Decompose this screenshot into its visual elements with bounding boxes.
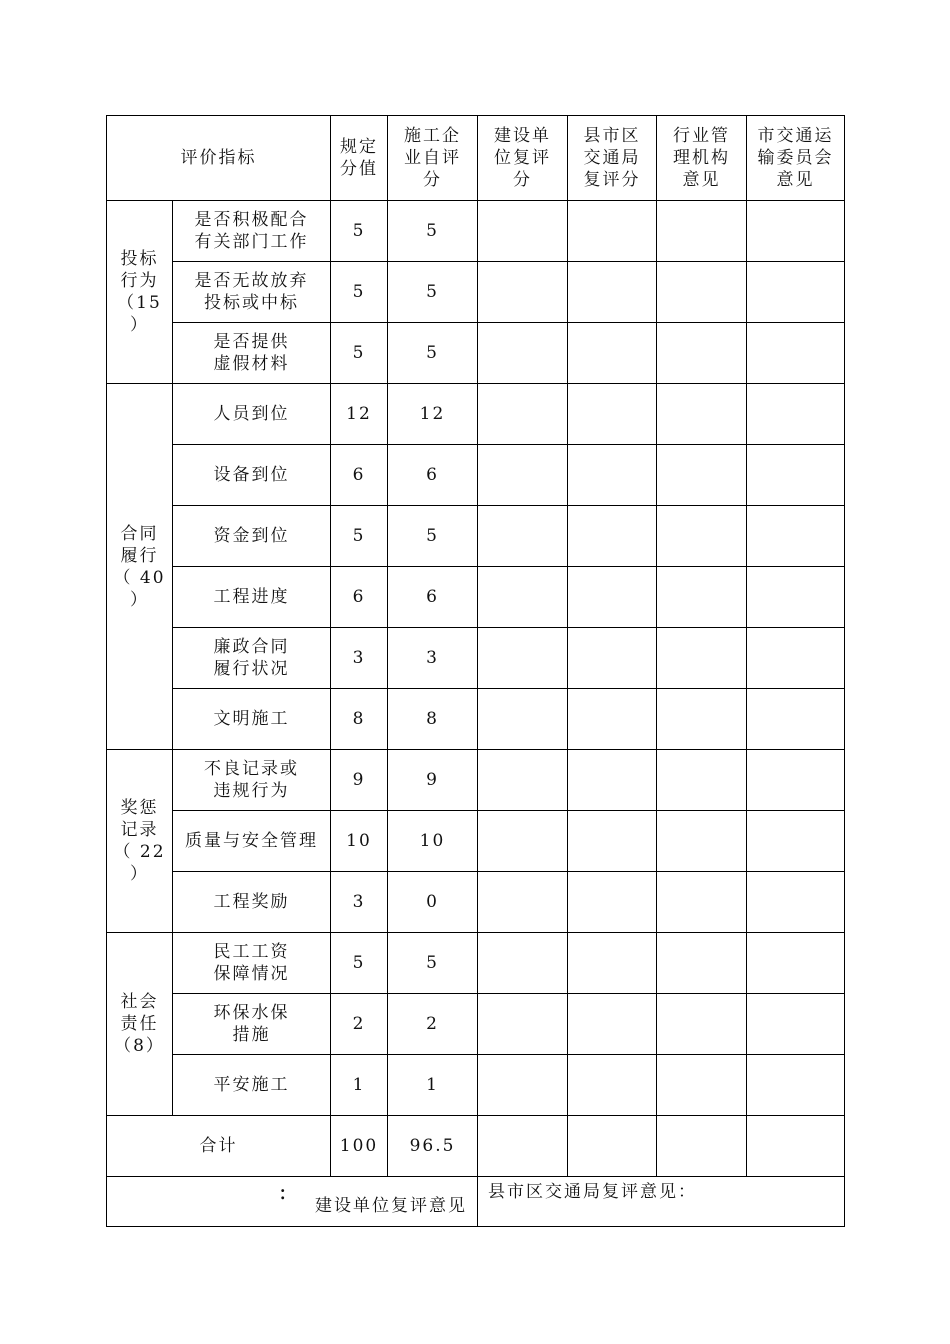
item-standard: 5 (331, 323, 388, 384)
item-standard: 6 (331, 445, 388, 506)
score-cell[interactable] (568, 1116, 657, 1177)
evaluation-table (106, 115, 845, 1227)
score-cell[interactable] (478, 933, 568, 994)
header-standard: 规定 分值 (331, 116, 388, 201)
opinion-cell[interactable] (657, 811, 747, 872)
score-cell[interactable] (568, 262, 657, 323)
score-cell[interactable] (568, 628, 657, 689)
category-cell: 奖惩 记录 （ 22 ） (107, 750, 173, 933)
item-standard: 5 (331, 262, 388, 323)
table-row (107, 872, 845, 933)
item-name: 民工工资 保障情况 (173, 933, 331, 994)
item-standard: 3 (331, 628, 388, 689)
item-name: 是否提供 虚假材料 (173, 323, 331, 384)
table-row (107, 384, 845, 445)
opinion-cell[interactable] (747, 445, 845, 506)
item-self-score: 5 (388, 201, 478, 262)
header-county-score: 县市区 交通局 复评分 (568, 116, 657, 201)
item-name: 是否积极配合 有关部门工作 (173, 201, 331, 262)
score-cell[interactable] (568, 811, 657, 872)
table-row (107, 750, 845, 811)
item-standard: 8 (331, 689, 388, 750)
table-row (107, 445, 845, 506)
opinion-cell[interactable] (657, 994, 747, 1055)
score-cell[interactable] (568, 750, 657, 811)
item-self-score: 5 (388, 933, 478, 994)
opinion-cell[interactable] (657, 201, 747, 262)
opinion-cell[interactable] (747, 750, 845, 811)
item-self-score: 0 (388, 872, 478, 933)
item-name: 设备到位 (173, 445, 331, 506)
county-opinion-label: 县市区交通局复评意见： (488, 1182, 697, 1202)
opinion-cell[interactable] (657, 872, 747, 933)
item-name: 是否无故放弃 投标或中标 (173, 262, 331, 323)
item-standard: 9 (331, 750, 388, 811)
score-cell[interactable] (568, 689, 657, 750)
table-row (107, 201, 845, 262)
score-cell[interactable] (478, 506, 568, 567)
item-standard: 5 (331, 933, 388, 994)
opinion-cell[interactable] (747, 323, 845, 384)
opinion-cell[interactable] (657, 506, 747, 567)
item-standard: 6 (331, 567, 388, 628)
item-self-score: 2 (388, 994, 478, 1055)
opinion-cell[interactable] (657, 1116, 747, 1177)
score-cell[interactable] (568, 384, 657, 445)
item-self-score: 6 (388, 567, 478, 628)
header-industry-opinion: 行业管 理机构 意见 (657, 116, 747, 201)
table-row (107, 506, 845, 567)
category-cell: 投标 行为 （15 ） (107, 201, 173, 384)
item-standard: 5 (331, 201, 388, 262)
item-name: 人员到位 (173, 384, 331, 445)
item-name: 廉政合同 履行状况 (173, 628, 331, 689)
opinion-cell[interactable] (747, 262, 845, 323)
item-self-score: 1 (388, 1055, 478, 1116)
score-cell[interactable] (568, 1055, 657, 1116)
total-label: 合计 (107, 1116, 331, 1177)
score-cell[interactable] (478, 628, 568, 689)
opinion-cell[interactable] (747, 567, 845, 628)
build-unit-opinion-label: 建设单位复评意见 (315, 1196, 467, 1216)
county-opinion-cell[interactable] (478, 1177, 845, 1227)
header-build-unit-score: 建设单 位复评 分 (478, 116, 568, 201)
table-row (107, 994, 845, 1055)
colon-mark: : (279, 1180, 289, 1205)
header-indicator: 评价指标 (107, 116, 331, 201)
opinion-cell[interactable] (747, 994, 845, 1055)
item-name: 质量与安全管理 (173, 811, 331, 872)
opinion-cell[interactable] (657, 1055, 747, 1116)
score-cell[interactable] (478, 811, 568, 872)
score-cell[interactable] (478, 323, 568, 384)
score-cell[interactable] (568, 994, 657, 1055)
score-cell[interactable] (478, 689, 568, 750)
item-self-score: 6 (388, 445, 478, 506)
table-row (107, 628, 845, 689)
total-row (107, 1116, 845, 1177)
item-self-score: 5 (388, 506, 478, 567)
item-name: 环保水保 措施 (173, 994, 331, 1055)
score-cell[interactable] (478, 994, 568, 1055)
score-cell[interactable] (568, 323, 657, 384)
opinion-cell[interactable] (747, 506, 845, 567)
table-row (107, 323, 845, 384)
header-self-score: 施工企 业自评 分 (388, 116, 478, 201)
item-self-score: 10 (388, 811, 478, 872)
opinion-cell[interactable] (747, 872, 845, 933)
item-name: 资金到位 (173, 506, 331, 567)
score-cell[interactable] (568, 201, 657, 262)
total-self-score: 96.5 (388, 1116, 478, 1177)
table-row (107, 262, 845, 323)
score-cell[interactable] (568, 506, 657, 567)
opinion-cell[interactable] (747, 201, 845, 262)
item-name: 工程奖励 (173, 872, 331, 933)
category-cell: 社会 责任 （8） (107, 933, 173, 1116)
item-standard: 12 (331, 384, 388, 445)
opinion-cell[interactable] (657, 262, 747, 323)
opinion-cell[interactable] (657, 384, 747, 445)
item-self-score: 5 (388, 323, 478, 384)
item-name: 平安施工 (173, 1055, 331, 1116)
score-cell[interactable] (478, 201, 568, 262)
opinion-cell[interactable] (657, 750, 747, 811)
table-row (107, 1055, 845, 1116)
item-self-score: 12 (388, 384, 478, 445)
score-cell[interactable] (568, 445, 657, 506)
item-name: 不良记录或 违规行为 (173, 750, 331, 811)
build-unit-opinion-cell[interactable] (107, 1177, 478, 1227)
item-self-score: 3 (388, 628, 478, 689)
score-cell[interactable] (478, 1055, 568, 1116)
opinion-cell[interactable] (747, 628, 845, 689)
header-city-opinion: 市交通运 输委员会 意见 (747, 116, 845, 201)
opinion-cell[interactable] (657, 567, 747, 628)
score-cell[interactable] (568, 567, 657, 628)
item-self-score: 9 (388, 750, 478, 811)
item-standard: 10 (331, 811, 388, 872)
opinion-cell[interactable] (657, 628, 747, 689)
opinion-cell[interactable] (747, 933, 845, 994)
opinion-row (107, 1177, 845, 1227)
score-cell[interactable] (478, 750, 568, 811)
score-cell[interactable] (478, 872, 568, 933)
opinion-cell[interactable] (657, 689, 747, 750)
opinion-cell[interactable] (747, 384, 845, 445)
score-cell[interactable] (478, 262, 568, 323)
header-row (107, 116, 845, 201)
score-cell[interactable] (478, 567, 568, 628)
item-name: 文明施工 (173, 689, 331, 750)
total-standard: 100 (331, 1116, 388, 1177)
table-row (107, 933, 845, 994)
item-standard: 3 (331, 872, 388, 933)
score-cell[interactable] (478, 445, 568, 506)
score-cell[interactable] (478, 384, 568, 445)
item-standard: 1 (331, 1055, 388, 1116)
table-row (107, 811, 845, 872)
opinion-cell[interactable] (747, 1055, 845, 1116)
item-name: 工程进度 (173, 567, 331, 628)
item-standard: 5 (331, 506, 388, 567)
item-standard: 2 (331, 994, 388, 1055)
opinion-cell[interactable] (747, 1116, 845, 1177)
category-cell: 合同 履行 （ 40 ） (107, 384, 173, 750)
opinion-cell[interactable] (657, 323, 747, 384)
opinion-cell[interactable] (657, 445, 747, 506)
opinion-cell[interactable] (657, 933, 747, 994)
item-self-score: 8 (388, 689, 478, 750)
table-row (107, 689, 845, 750)
score-cell[interactable] (568, 933, 657, 994)
opinion-cell[interactable] (747, 811, 845, 872)
score-cell[interactable] (478, 1116, 568, 1177)
item-self-score: 5 (388, 262, 478, 323)
opinion-cell[interactable] (747, 689, 845, 750)
score-cell[interactable] (568, 872, 657, 933)
table-row (107, 567, 845, 628)
